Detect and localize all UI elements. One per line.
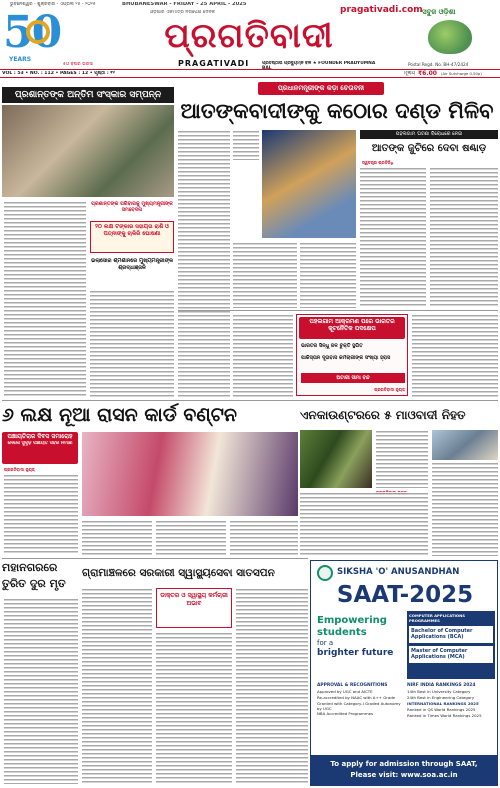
bottom-mid-text-2: [156, 632, 232, 784]
masthead-title: ପ୍ରଗତିବାଦୀ: [164, 16, 334, 56]
ration-text-col-left: [4, 474, 78, 554]
ration-card-photo: [82, 432, 298, 516]
info-box-condolence-text: ପ୍ରଶାନ୍ତଙ୍କ ପରିବାରକୁ ମୁଖ୍ୟମନ୍ତ୍ରୀଙ୍କ ସମବେଦନା: [91, 201, 173, 213]
left-credit: ପ୍ରଗତିବାଦୀ ନ୍ୟୁଜ୍: [4, 467, 35, 472]
soa-title: SAAT-2025: [336, 582, 474, 608]
right-text-col-1: [360, 167, 426, 307]
mid-credit: ପ୍ରଗତିବାଦୀ ନ୍ୟୁଜ୍: [374, 387, 405, 392]
soa-footer-2[interactable]: Please visit: www.soa.ac.in: [350, 771, 458, 779]
right-text-col-2: [430, 167, 498, 307]
bottom-rule: [2, 558, 308, 559]
ration-text-col-1: [82, 520, 152, 556]
soa-ranking-head: NIRF INDIA RANKINGS 2024: [407, 683, 476, 688]
bottom-mid-text-1: [82, 588, 152, 784]
encounter-photo-2: [432, 430, 498, 460]
maoist-text-col-3: [300, 492, 428, 556]
soa-approval-2: Re-accredited by NAAC with A++ Grade: [317, 695, 396, 700]
diplomatic-point-3: ଅଟାରୀ ସୀମା ବନ୍ଦ: [301, 373, 405, 383]
soa-approval-4: NBA Accredited Programmes: [317, 711, 374, 716]
soa-approval-1: Approved by UGC and AICTE: [317, 689, 373, 694]
mid-text-col-1: [233, 314, 293, 398]
right-logo-text: ସବୁଜ ଓଡ଼ିଶା: [422, 8, 456, 16]
anniversary-label: YEARS: [9, 56, 32, 63]
band-right-headline: ଏନକାଉଣ୍ଟରରେ ୫ ମାଓବାଦୀ ନିହତ: [300, 408, 466, 422]
bottom-left-text: [4, 598, 78, 784]
soa-ranking-4: Ranked in QS World Rankings 2025: [407, 707, 476, 712]
anniversary-number: 50: [3, 7, 61, 58]
diplomatic-box-head: ପହଲଗାମ ଆକ୍ରମଣ ପରେ ଭାରତର କୂଟନୈତିକ ପଦକ୍ଷେପ: [299, 317, 405, 339]
main-kicker: ପ୍ରଧାନମନ୍ତ୍ରୀଙ୍କ କଡ଼ା ଚେତାବନୀ: [258, 82, 384, 95]
soa-slogan-1: Empowering: [317, 615, 387, 626]
tagline: ଓଡ଼ିଶାର ଏକମାତ୍ର ନିରପେକ୍ଷ ଦୈନିକ: [150, 10, 215, 15]
maoist-text-col-1: [376, 430, 428, 488]
soa-logo-icon: [317, 565, 333, 581]
mid-text-col-2: [412, 314, 498, 398]
diplomatic-point-1: ଭାରତର ସିନ୍ଧୁ ଜଳ ଚୁକ୍ତି ସ୍ଥଗିତ: [301, 343, 363, 349]
soa-advert[interactable]: [310, 560, 498, 786]
mid-rule: [178, 310, 498, 311]
info-box-aid-text: ୨୦ ଲକ୍ଷ ଟଙ୍କାର ସହାୟତା ରାଶି ଓ ପତ୍ନୀଙ୍କୁ ଚାକିରି ଘୋଷଣା: [95, 224, 169, 237]
right-kicker: ପହଲଗାମ ଘଟଣା ବିରୋଧରେ ନେଇ: [360, 130, 498, 139]
diplomatic-box: [296, 314, 408, 396]
soa-footer[interactable]: [311, 755, 497, 785]
vol-line: VOL : 53 • NO. : 112 • PAGES : 12 • ପୃଷ୍ଠା : ୧୨: [2, 71, 115, 76]
funeral-photo: [2, 105, 174, 197]
info-box-aid: [90, 221, 174, 253]
dateline: BHUBANESWAR - FRIDAY - 25 APRIL - 2025: [122, 2, 247, 7]
ration-text-col-3: [230, 520, 298, 556]
soa-approvals: [317, 683, 403, 751]
soa-slogan: [317, 615, 403, 677]
soa-approval-3: Granted with Category-I Graded Autonomy by UGC: [317, 701, 401, 711]
right-headline: ଆତଙ୍କ ଜୁଟିରେ ଦେବା ଷଣ୍ଢାଡ଼: [371, 143, 487, 154]
anniversary-sub: ୫୦ ବର୍ଷର ଭରସା: [63, 62, 94, 67]
bottom-mid-text-3: [236, 588, 308, 784]
price: ₹6.00: [418, 70, 437, 77]
masthead: [0, 0, 500, 95]
dateline-odia: ଭୁବନେଶ୍ୱର - ଶୁକ୍ରବାର - ଏପ୍ରିଲ ୨୫ - ୨୦୨୫: [10, 2, 96, 7]
center-text-col-3: [233, 242, 297, 308]
soa-footer-1: To apply for admission through SAAT,: [330, 760, 478, 768]
postal-regd: Postal Regd. No. BH-47/2424: [408, 62, 469, 67]
center-text-col-2: [233, 130, 259, 160]
soa-ranking-1: 14th Best in University Category: [407, 689, 471, 694]
soa-approval-head: APPROVAL & RECOGNITIONS: [317, 683, 388, 688]
soa-programme-1: Bachelor of Computer Applications (BCA): [409, 626, 493, 643]
soa-brand: SIKSHA 'O' ANUSANDHAN: [337, 567, 460, 577]
center-text-col-4: [300, 242, 356, 308]
left-top-headline: ପ୍ରଶାନ୍ତଙ୍କ ଅନ୍ତିମ ସଂସ୍କାର ସମ୍ପନ୍ନ: [2, 87, 174, 103]
panchayat-box-head: ପଞ୍ଚାୟତିରାଜ ଦିବସ ସମାରୋହ: [7, 433, 73, 440]
ration-text-col-2: [156, 520, 226, 556]
soa-ranking-2: 24th Best in Engineering Category: [407, 695, 475, 700]
leaf-icon: [428, 20, 472, 54]
right-credit: ସ୍ୱତନ୍ତ୍ର ପ୍ରତିନିଧି: [362, 160, 394, 165]
soa-ranking-3: INTERNATIONAL RANKINGS 2025: [407, 701, 479, 706]
soa-programmes: [407, 611, 495, 679]
center-text-col-1: [178, 130, 230, 397]
left-story-text-2: [90, 290, 174, 398]
vol-bar: [0, 69, 500, 78]
info-box-condolence: [90, 201, 174, 219]
price-note: (Air Surcharge 0.50p): [441, 71, 482, 76]
price-label: ମୂଲ୍ୟ: [404, 71, 416, 76]
soa-slogan-2: students: [317, 627, 367, 638]
soa-ranking-5: Ranked in Times World Rankings 2025: [407, 713, 482, 718]
soa-rankings: [407, 683, 495, 751]
bottom-mid-box-text: ଡାକ୍ତର ଓ ସ୍ୱାସ୍ଥ୍ୟ କର୍ମଚାରୀ ଅଭାବ: [160, 592, 228, 607]
bottom-mid-box: [156, 588, 232, 628]
bottom-mid-headline: ଗ୍ରାମାଞ୍ଚଳରେ ସରକାରୀ ସ୍ୱାସ୍ଥ୍ୟସେବା ସାତସପନ: [82, 567, 275, 579]
soa-programme-2: Master of Computer Applications (MCA): [409, 646, 493, 663]
left-story-text-1: [4, 201, 86, 397]
main-headline: ଆତଙ୍କବାଦୀଙ୍କୁ କଠୋର ଦଣ୍ଡ ମିଳିବ: [180, 98, 494, 123]
anniversary-ring-icon: [26, 20, 50, 44]
english-title: PRAGATIVADI: [178, 59, 250, 68]
maoist-text-col-2: [432, 462, 498, 556]
band-left-headline: ୬ ଲକ୍ଷ ନୂଆ ରାସନ କାର୍ଡ ବଣ୍ଟନ: [2, 404, 237, 426]
pm-speech-photo: [262, 130, 356, 238]
soa-programmes-head: COMPUTER APPLICATIONS PROGRAMMES: [409, 613, 465, 623]
green-odisha-logo: [408, 8, 490, 56]
encounter-photo: [300, 430, 372, 488]
founder-line: ପ୍ରତିଷ୍ଠାତା ପ୍ରଦ୍ୟୁମ୍ନ ବଳ ★ FOUNDER PRADYUMNA BAL: [262, 61, 376, 72]
bottom-left-headline: ମହାନଗରରେ ତୁରିତ ଦୁର ମୃତ: [2, 561, 66, 590]
soa-slogan-4: brighter future: [317, 648, 394, 658]
panchayat-box: [2, 432, 78, 464]
panchayat-box-sub: ନେଲେ ସୁଦୃଢ଼ ପଞ୍ଚାୟତ ସହର ନିର୍ମାଣ: [7, 441, 73, 447]
website[interactable]: pragativadi.com: [340, 5, 423, 15]
anniversary-logo: [3, 7, 61, 66]
diplomatic-point-2: ପାକିସ୍ତାନ ଦୂତାବାସ କର୍ମଚାରୀଙ୍କ ସଂଖ୍ୟା ହ୍ରାସ: [301, 355, 391, 361]
info-box-tribute-text: ଭଲାସୋର ଶ୍ମଶାନରେ ମୁଖ୍ୟମନ୍ତ୍ରୀଙ୍କ ଶ୍ରଦ୍ଧାଞ୍ଜଳି: [90, 258, 174, 271]
soa-slogan-3: for a: [317, 639, 334, 647]
info-box-tribute: [90, 258, 174, 284]
band-rule-top: [2, 400, 498, 401]
